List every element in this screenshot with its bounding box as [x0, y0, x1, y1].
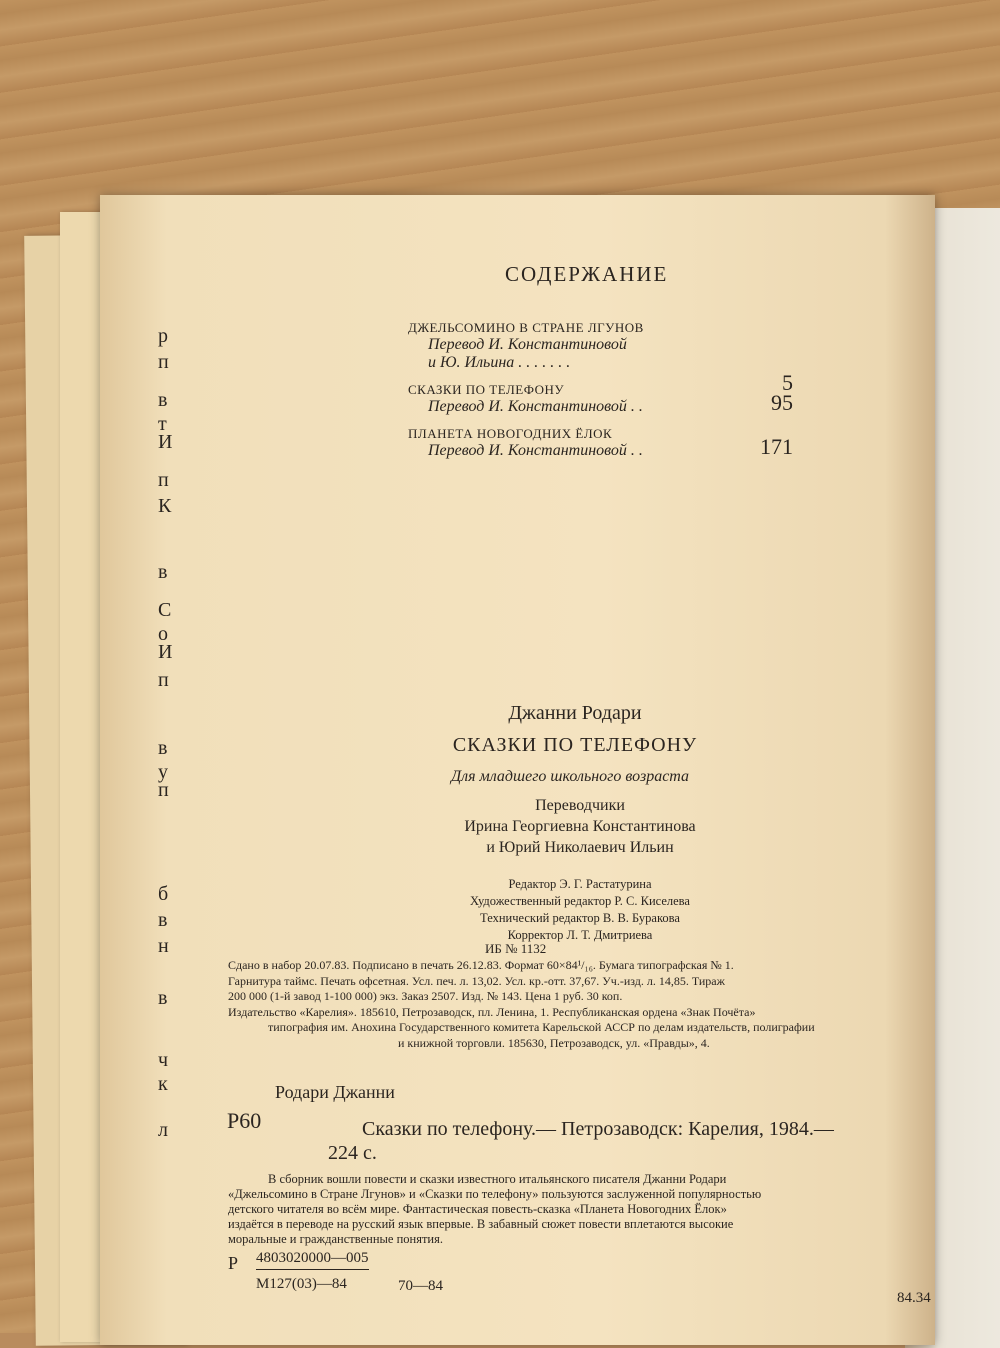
toc-entry-line: и Ю. Ильина . . . . . . .	[428, 354, 571, 371]
annotation-line: В сборник вошли повести и сказки известного итальянского писателя Джанни Родари	[268, 1172, 727, 1186]
translator-name: Ирина Георгиевна Константинова	[464, 818, 696, 835]
margin-letter: у	[158, 761, 168, 783]
toc-entry-line: Перевод И. Константиновой . .	[428, 398, 643, 415]
margin-letter: п	[158, 351, 169, 373]
annotation-line: детского читателя во всём мире. Фантастическая повесть-сказка «Планета Новогодних Ёлок»	[228, 1202, 727, 1216]
toc-page-number: 171	[760, 434, 793, 459]
editor: Редактор Э. Г. Растатурина	[508, 877, 652, 891]
margin-letter: в	[158, 389, 168, 411]
bbk-letter: Р	[228, 1253, 239, 1273]
margin-letter: К	[158, 495, 172, 517]
margin-letter: И	[158, 431, 173, 453]
imprint-line: Гарнитура таймс. Печать офсетная. Усл. печ. л. 13,02. Усл. кр.-отт. 37,67. Уч.-изд. л. 14,85. Тираж	[228, 973, 725, 988]
margin-letter: к	[158, 1073, 168, 1095]
margin-letter: в	[158, 737, 168, 759]
imprint-line: типография им. Анохина Государственного комитета Карельской АССР по делам издательств, полиграфии	[268, 1020, 815, 1034]
margin-letter: п	[158, 779, 169, 801]
margin-letter: С	[158, 599, 172, 621]
bbk-numerator: 4803020000—005	[256, 1250, 369, 1270]
annotation	[228, 1172, 968, 1247]
toc-entry-heading: СКАЗКИ ПО ТЕЛЕФОНУ	[408, 382, 565, 397]
margin-letter: в	[158, 909, 168, 931]
toc-entry	[408, 382, 793, 416]
toc-entry-line: Перевод И. Константиновой	[428, 336, 627, 353]
margin-letter: И	[158, 641, 173, 663]
bbk-denominator: М127(03)—84	[256, 1276, 347, 1292]
price-code: 84.34	[897, 1290, 931, 1306]
bbk-right-code: 70—84	[398, 1278, 443, 1294]
margin-letter: н	[158, 935, 169, 957]
imprint-details	[228, 958, 958, 1051]
toc-entry-heading: ДЖЕЛЬСОМИНО В СТРАНЕ ЛГУНОВ	[408, 320, 644, 335]
toc-entry-heading: ПЛАНЕТА НОВОГОДНИХ ЁЛОК	[408, 426, 613, 441]
toc-entry	[408, 426, 793, 460]
imprint-line: Сдано в набор 20.07.83. Подписано в печать 26.12.83. Формат 60×84¹/₁₆. Бумага типографская № 1.	[228, 958, 734, 972]
book-author: Джанни Родари	[508, 702, 642, 724]
toc-title: СОДЕРЖАНИЕ	[505, 262, 669, 286]
editors-block	[380, 876, 780, 944]
toc-page-number: 95	[771, 390, 793, 415]
margin-letter: т	[158, 413, 167, 435]
corrector: Корректор Л. Т. Дмитриева	[507, 928, 653, 942]
catalog-card-author: Родари Джанни	[275, 1082, 395, 1102]
toc-page-number: 5	[782, 370, 793, 395]
margin-letter: о	[158, 623, 168, 645]
annotation-line: «Джельсомино в Стране Лгунов» и «Сказки по телефону» пользуются заслуженной популярностью	[228, 1187, 762, 1201]
toc-entry-line: Перевод И. Константиновой . .	[428, 442, 643, 459]
margin-letter: п	[158, 469, 169, 491]
margin-letter: п	[158, 669, 169, 691]
tech-editor: Технический редактор В. В. Буракова	[480, 911, 680, 925]
imprint-line: Издательство «Карелия». 185610, Петрозаводск, пл. Ленина, 1. Республиканская ордена «Знак Почёта»	[228, 1004, 756, 1019]
margin-letter: л	[158, 1119, 168, 1141]
translator-name: и Юрий Николаевич Ильин	[486, 839, 674, 856]
margin-letter: б	[158, 883, 169, 905]
age-group: Для младшего школьного возраста	[450, 768, 690, 785]
catalog-card-title: Сказки по телефону.— Петрозаводск: Карелия, 1984.—	[362, 1118, 834, 1140]
margin-letter: в	[158, 561, 168, 583]
catalog-card-pages: 224 с.	[328, 1142, 377, 1164]
annotation-line: издаётся в переводе на русский язык впервые. В забавный сюжет повести вплетаются высокие	[228, 1217, 734, 1231]
annotation-line: моральные и гражданственные понятия.	[228, 1232, 443, 1246]
catalog-card-code: Р60	[227, 1108, 262, 1133]
imprint-line: 200 000 (1-й завод 1-100 000) экз. Заказ 2507. Изд. № 143. Цена 1 руб. 30 коп.	[228, 989, 623, 1003]
art-editor: Художественный редактор Р. С. Киселева	[470, 894, 690, 908]
book-title: СКАЗКИ ПО ТЕЛЕФОНУ	[452, 734, 698, 756]
translators-label: Переводчики	[535, 797, 625, 814]
translators-block	[380, 795, 780, 858]
margin-letter: в	[158, 987, 168, 1009]
margin-letter: р	[158, 325, 168, 347]
ib-number: ИБ № 1132	[485, 941, 547, 956]
margin-letter: ч	[158, 1049, 169, 1071]
imprint-line: и книжной торговли. 185630, Петрозаводск, ул. «Правды», 4.	[398, 1035, 710, 1050]
